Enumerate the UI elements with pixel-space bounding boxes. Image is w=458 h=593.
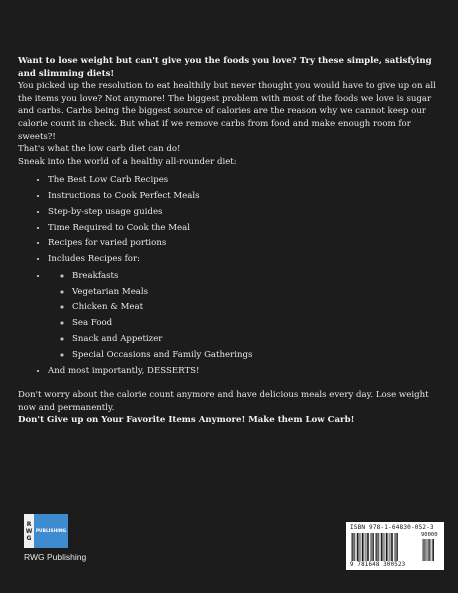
list-item: ◦ Vegetarian Meals (72, 286, 443, 299)
closing-paragraph: Don't worry about the calorie count anymore and have delicious meals every day. Lose weight now and permanently. (18, 390, 429, 413)
intro-paragraph: You picked up the resolution to eat healthily but never thought you would have to give up on all the items you love? Not anymore! The biggest problem with most of the foods we love is sugar and carbs. Carbs being the biggest source of calories are the reason why we cannot keep our calorie count in check. But what if we remove carbs from food and make enough room for sweets?! (18, 81, 436, 142)
list-item: ◦ Sea Food (72, 317, 443, 330)
publisher-logo (24, 514, 68, 548)
list-item: ◦ Special Occasions and Family Gatherings (72, 349, 443, 362)
list-item: ◦ • Breakfasts (72, 270, 443, 283)
list-item-nested (48, 270, 443, 362)
list-item: ◦ Snack and Appetizer (72, 333, 443, 346)
sneak-line: Sneak into the world of a healthy all-rounder diet: (18, 156, 237, 167)
barcode-addon-number: 90000 (421, 532, 438, 538)
list-item: • Instructions to Cook Perfect Meals (48, 190, 443, 203)
list-item: • Time Required to Cook the Meal (48, 222, 443, 235)
barcode-bars (351, 533, 421, 561)
recipe-category-list (48, 270, 443, 362)
logo-wordmark: PUBLISHING (34, 514, 68, 548)
publisher-name: RWG Publishing (24, 552, 87, 562)
barcode-addon-bars (422, 539, 440, 561)
isbn-barcode (346, 522, 444, 570)
list-item: • Step-by-step usage guides (48, 206, 443, 219)
list-item: • Recipes for varied portions (48, 237, 443, 250)
logo-letters: R W G (24, 514, 34, 548)
feature-list (18, 174, 443, 378)
back-cover-description (18, 55, 443, 427)
headline: Want to lose weight but can't give you the foods you love? Try these simple, satisfying and slimming diets! (18, 56, 432, 79)
list-item: ◦ Chicken & Meat (72, 301, 443, 314)
barcode-digits: 9 781648 300523 (350, 562, 406, 568)
list-item: • Includes Recipes for: (48, 253, 443, 266)
closing-call-to-action: Don't Give up on Your Favorite Items Anymore! Make them Low Carb! (18, 415, 355, 426)
list-item: • And most importantly, DESSERTS! (48, 365, 443, 378)
isbn-text: ISBN 978-1-64830-052-3 (350, 524, 434, 531)
list-item: • The Best Low Carb Recipes (48, 174, 443, 187)
tagline: That's what the low carb diet can do! (18, 144, 181, 155)
